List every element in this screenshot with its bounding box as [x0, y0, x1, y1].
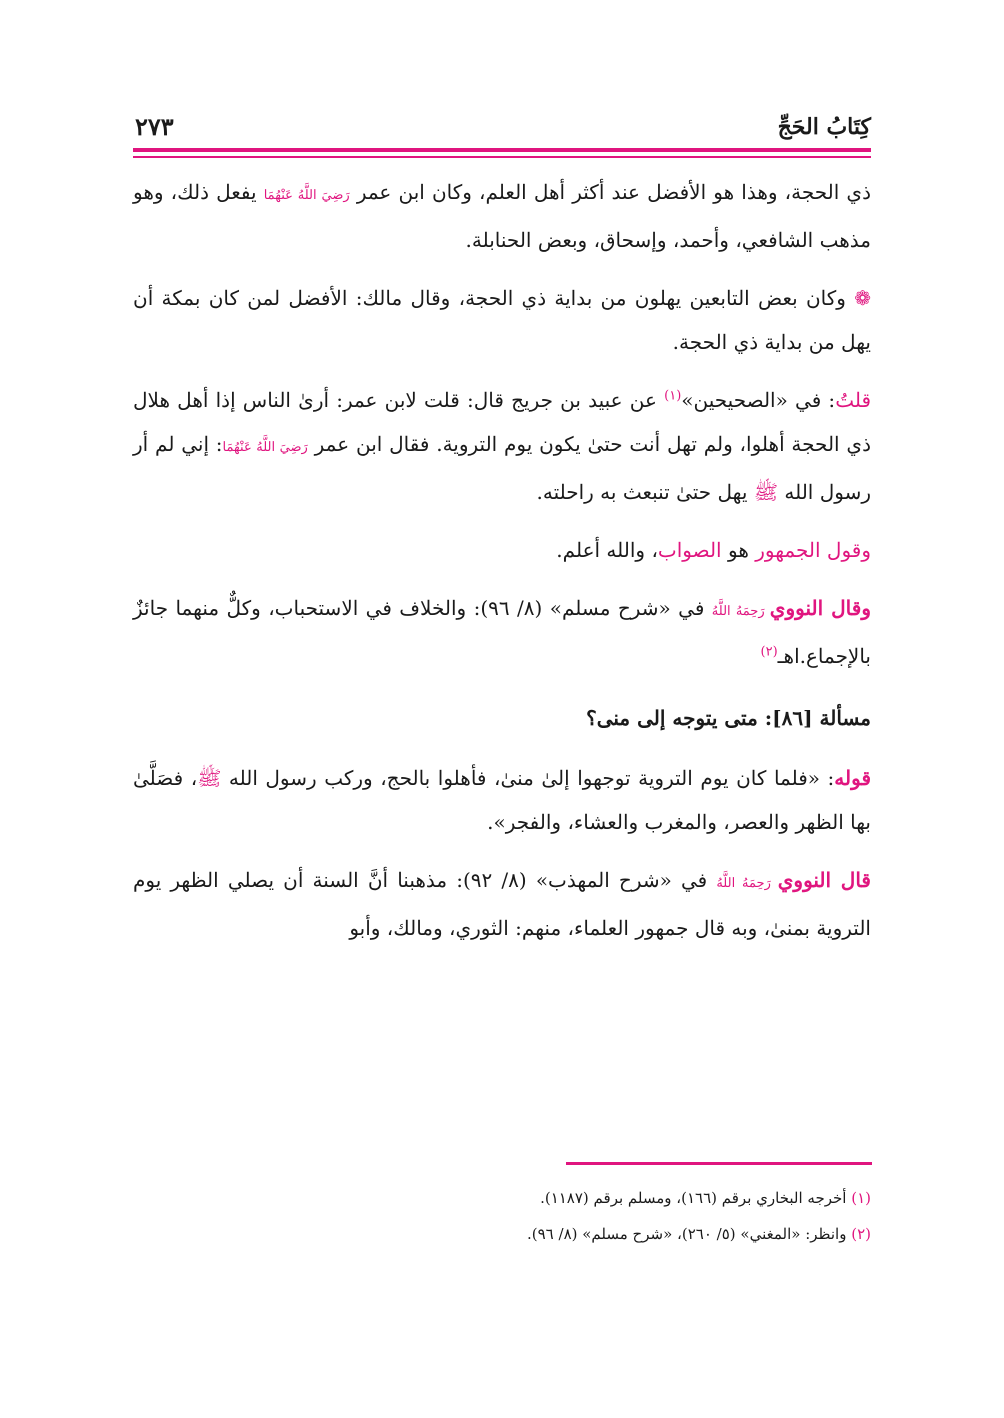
- p6-text-b: ، فصَلَّىٰ بها الظهر والعصر، والمغرب والعشاء، والفجر».: [133, 766, 871, 834]
- honorific-mark: رَضِيَ اللَّهُ عَنْهُمَا: [222, 440, 308, 455]
- p4-is: هو: [721, 538, 756, 562]
- main-text: [133, 170, 871, 964]
- salutation-mark: ﷺ: [753, 480, 778, 504]
- p7-lead: قال النووي: [777, 868, 871, 892]
- honorific-mark: رَضِيَ اللَّهُ عَنْهُمَا: [263, 188, 350, 203]
- footnote-ref-2[interactable]: (٢): [760, 644, 778, 660]
- p5-text-a: في: [670, 596, 712, 620]
- footnote-ref-mughni: «المغني»: [740, 1225, 801, 1243]
- p7-book-ref: «شرح المهذب»: [535, 868, 672, 892]
- p6-lead: قوله: [834, 766, 872, 790]
- p5-text-b: (٨/ ٩٦): والخلاف في الاستحباب، وكلٌّ منهما جائزٌ بالإجماع.اهـ: [133, 596, 871, 668]
- footnote-number: (٢): [851, 1225, 871, 1243]
- footnote-divider: [566, 1162, 872, 1165]
- footnote-text-c: (٨/ ٩٦).: [526, 1225, 583, 1243]
- p3-text-b: عن عبيد بن جريج قال: قلت لابن عمر: أرىٰ الناس إذا أهل هلال ذي الحجة أهلوا، ولم تهل أنت حتىٰ يكون يوم التروية. فقال ابن عمر: [133, 388, 871, 456]
- paragraph-3: [133, 378, 871, 514]
- p4-correct: الصواب: [657, 538, 722, 562]
- salutation-mark: ﷺ: [197, 766, 222, 790]
- book-title: كِتَابُ الحَجِّ: [777, 114, 871, 140]
- p7-text-b: (٨/ ٩٢): مذهبنا أنَّ السنة أن يصلي الظهر يوم التروية بمنىٰ، وبه قال جمهور العلماء، منهم: الثوري، ومالك، وأبو: [133, 868, 871, 940]
- footnote-ref-sharh: «شرح مسلم»: [582, 1225, 673, 1243]
- issue-label: مسألة [٨٦]:: [764, 706, 871, 730]
- paragraph-5: [133, 586, 871, 678]
- paragraph-6: [133, 756, 871, 844]
- paragraph-7: [133, 858, 871, 950]
- footnote-2: [133, 1216, 871, 1252]
- p3-text-c: : إني لم أر رسول الله: [133, 432, 871, 504]
- p3-lead: قلتُ: [835, 388, 872, 412]
- header-rule-thick: [133, 148, 871, 152]
- p7-text-a: في: [671, 868, 717, 892]
- p3-book-ref: «الصحيحين»: [681, 388, 788, 412]
- page-number: ٢٧٣: [135, 112, 174, 141]
- p4-majority: وقول الجمهور: [755, 538, 871, 562]
- p5-book-ref: «شرح مسلم»: [549, 596, 671, 620]
- mercy-mark: رَحِمَهُ اللَّهُ: [711, 604, 770, 619]
- page-header: [133, 108, 871, 154]
- footnote-text-b: (٥/ ٢٦٠)،: [672, 1225, 741, 1243]
- paragraph-4: [133, 528, 871, 572]
- footnote-number: (١): [851, 1189, 871, 1207]
- mercy-mark: رَحِمَهُ اللَّهُ: [716, 876, 778, 891]
- paragraph-2: [133, 276, 871, 364]
- p5-lead: وقال النووي: [769, 596, 871, 620]
- footnote-text: أخرجه البخاري برقم (١٦٦)، ومسلم برقم (١١٨٧).: [540, 1189, 852, 1207]
- p3-text-a: : في: [787, 388, 836, 412]
- p1-text-after: يفعل ذلك، وهو مذهب الشافعي، وأحمد، وإسحاق، وبعض الحنابلة.: [133, 180, 871, 252]
- p2-text: وكان بعض التابعين يهلون من بداية ذي الحجة، وقال مالك: الأفضل لمن كان بمكة أن يهل من بداية ذي الحجة.: [133, 286, 871, 354]
- footnote-text-a: وانظر:: [800, 1225, 852, 1243]
- footnote-ref-1[interactable]: (١): [664, 388, 682, 404]
- p1-text-before: ذي الحجة، وهذا هو الأفضل عند أكثر أهل العلم، وكان ابن عمر: [349, 180, 871, 204]
- issue-heading: [133, 696, 871, 740]
- p4-end: ، والله أعلم.: [556, 538, 658, 562]
- footnotes: [133, 1180, 871, 1252]
- header-rule-thin: [133, 156, 871, 158]
- footnote-1: [133, 1180, 871, 1216]
- p6-text: : «فلما كان يوم التروية توجهوا إلىٰ منىٰ، فأهلوا بالحج، وركب رسول الله: [221, 766, 835, 790]
- paragraph-1: [133, 170, 871, 262]
- p3-text-d: يهل حتىٰ تنبعث به راحلته.: [536, 480, 754, 504]
- flower-icon: ❁: [854, 286, 871, 310]
- issue-title: متى يتوجه إلى منى؟: [586, 706, 765, 730]
